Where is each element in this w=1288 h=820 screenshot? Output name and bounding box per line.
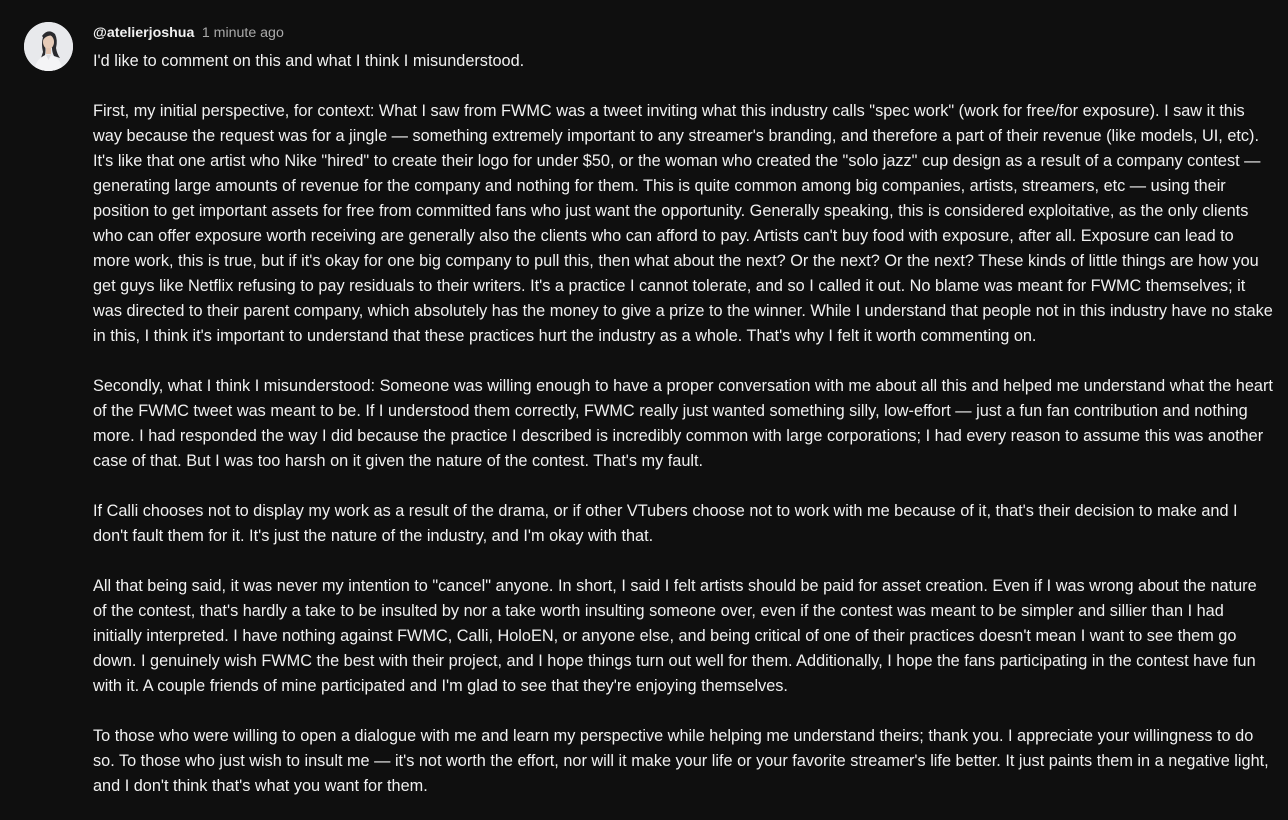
comment-paragraph: If Calli chooses not to display my work as a result of the drama, or if other VTubers choose not to work with me because of it, that's their decision to make and I don't fault them for it. It's just the nature of the industry, and I'm okay with that. — [93, 502, 1238, 545]
comment-paragraph: I'd like to comment on this and what I think I misunderstood. — [93, 52, 525, 70]
comment-paragraph: Secondly, what I think I misunderstood: Someone was willing enough to have a proper conversation with me about all this and helped me understand what the heart of the FWMC tweet was meant to be. If I understood them correctly, FWMC really just wanted something silly, low-effort — just a fun fan contribution and nothing more. I had responded the way I did because the practice I described is incredibly common with large corporations; I had every reason to assume this was another case of that. But I was too harsh on it given the nature of the contest. That's my fault. — [93, 377, 1273, 470]
comment-body — [93, 22, 1273, 820]
comment-timestamp[interactable]: 1 minute ago — [201, 25, 284, 41]
comment-header — [93, 22, 1273, 44]
comment-paragraph: All that being said, it was never my intention to "cancel" anyone. In short, I said I felt artists should be paid for asset creation. Even if I was wrong about the nature of the contest, that's hardly a take to be insulted by nor a take worth insulting someone over, even if the contest was meant to be simpler and sillier than I had initially interpreted. I have nothing against FWMC, Calli, HoloEN, or anyone else, and being critical of one of their practices doesn't mean I want to see them go down. I genuinely wish FWMC the best with their project, and I hope things turn out well for them. Additionally, I hope the fans participating in the contest have fun with it. A couple friends of mine participated and I'm glad to see that they're enjoying themselves. — [93, 577, 1257, 695]
comment-text — [93, 49, 1273, 799]
comment-paragraph: To those who were willing to open a dialogue with me and learn my perspective while helping me understand theirs; thank you. I appreciate your willingness to do so. To those who just wish to insult me — it's not worth the effort, nor will it make your life or your favorite streamer's life better. It just paints them in a negative light, and I don't think that's what you want for them. — [93, 727, 1269, 795]
comment-paragraph: First, my initial perspective, for context: What I saw from FWMC was a tweet inviting what this industry calls "spec work" (work for free/for exposure). I saw it this way because the request was for a jingle — something extremely important to any streamer's branding, and therefore a part of their revenue (like models, UI, etc). It's like that one artist who Nike "hired" to create their logo for under $50, or the woman who created the "solo jazz" cup design as a result of a company contest — generating large amounts of revenue for the company and nothing for them. This is quite common among big companies, artists, streamers, etc — using their position to get important assets for free from committed fans who just want the opportunity. Generally speaking, this is considered exploitative, as the only clients who can offer exposure worth receiving are generally also the clients who can afford to pay. Artists can't buy food with exposure, after all. Exposure can lead to more work, this is true, but if it's okay for one big company to pull this, then what about the next? Or the next? Or the next? These kinds of little things are how you get guys like Netflix refusing to pay residuals to their writers. It's a practice I cannot tolerate, and so I called it out. No blame was meant for FWMC themselves; it was directed to their parent company, which absolutely has the money to give a prize to the winner. While I understand that people not in this industry have no stake in this, I think it's important to understand that these practices hurt the industry as a whole. That's why I felt it worth commenting on. — [93, 102, 1273, 345]
user-avatar[interactable] — [24, 22, 73, 71]
comment-author[interactable]: @atelierjoshua — [93, 25, 195, 41]
avatar-portrait-icon — [24, 22, 73, 71]
